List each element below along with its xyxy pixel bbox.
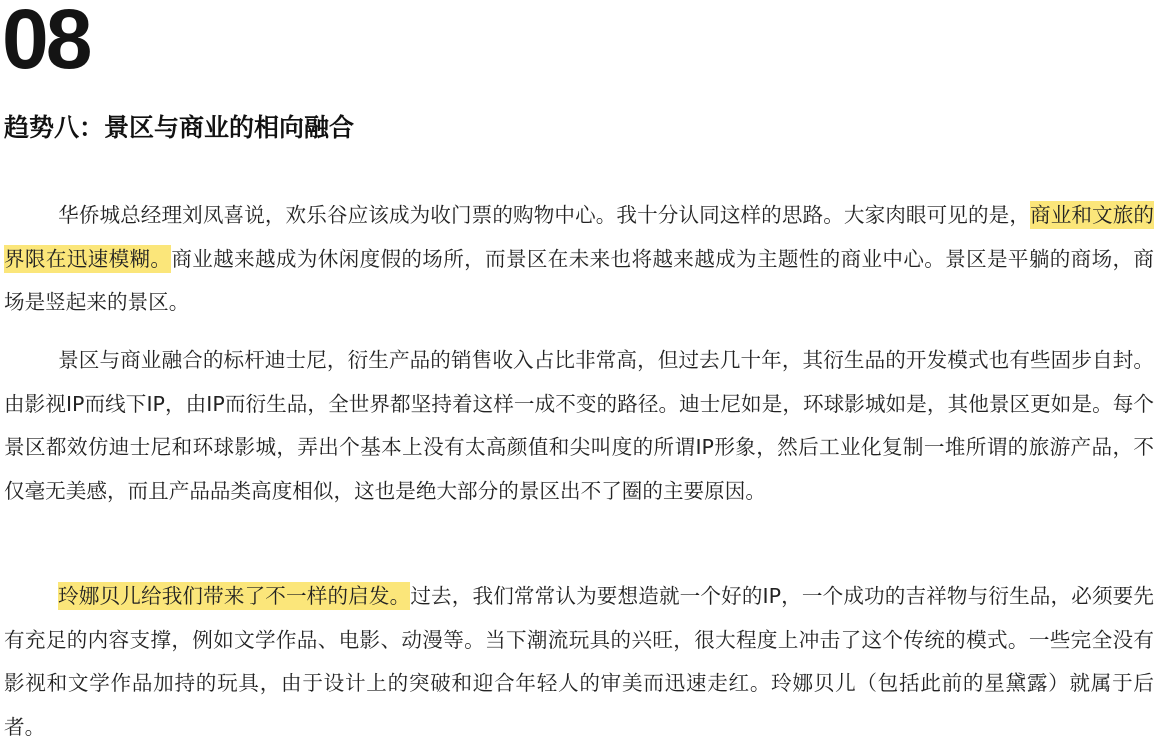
paragraph-1 <box>4 194 1154 325</box>
section-title: 趋势八：景区与商业的相向融合 <box>4 113 355 142</box>
paragraph-2-text: 景区与商业融合的标杆迪士尼，衍生产品的销售收入占比非常高，但过去几十年，其衍生品的开发模式也有些固步自封。由影视IP而线下IP，由IP而衍生品，全世界都坚持着这样一成不变的路径。迪士尼如是，环球影城如是，其他景区更如是。每个景区都效仿迪士尼和环球影城，弄出个基本上没有太高颜值和尖叫度的所谓IP形象，然后工业化复制一堆所谓的旅游产品，不仅毫无美感，而且产品品类高度相似，这也是绝大部分的景区出不了圈的主要原因。 <box>4 348 1154 503</box>
paragraph-1-text-end: 商业越来越成为休闲度假的场所，而景区在未来也将越来越成为主题性的商业中心。景区是平躺的商场，商场是竖起来的景区。 <box>4 246 1155 314</box>
paragraph-1-text-start: 华侨城总经理刘凤喜说，欢乐谷应该成为收门票的购物中心。我十分认同这样的思路。大家肉眼可见的是， <box>58 203 1031 227</box>
paragraph-3 <box>4 575 1154 749</box>
paragraph-1-highlight: 商业和文旅的界限在迅速模糊。 <box>4 203 1155 271</box>
paragraph-3-text-end: 过去，我们常常认为要想造就一个好的IP，一个成功的吉祥物与衍生品，必须要先有充足的内容支撑，例如文学作品、电影、动漫等。当下潮流玩具的兴旺，很大程度上冲击了这个传统的模式。一些完全没有影视和文学作品加持的玩具，由于设计上的突破和迎合年轻人的审美而迅速走红。玲娜贝儿（包括此前的星黛露）就属于后者。 <box>4 584 1154 739</box>
section-number: 08 <box>2 0 90 86</box>
paragraph-3-highlight: 玲娜贝儿给我们带来了不一样的启发。 <box>58 584 411 608</box>
paragraph-2 <box>4 339 1154 513</box>
